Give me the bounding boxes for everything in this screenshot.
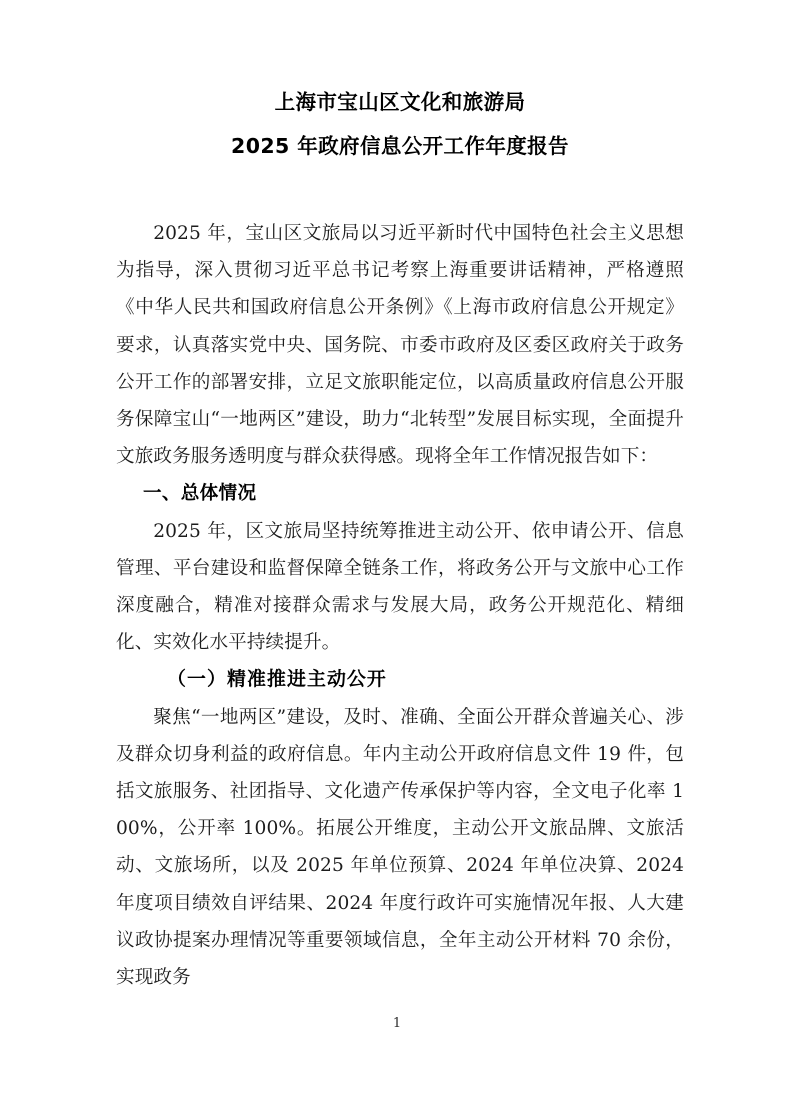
paragraph-proactive-disclosure: 聚焦“一地两区”建设，及时、准确、全面公开群众普遍关心、涉及群众切身利益的政府信息。年内主动公开政府信息文件 19 件，包括文旅服务、社团指导、文化遗产传承保护等内容，全文电子化率 100%，公开率 100%。拓展公开维度，主动公开文旅品牌、文旅活动、文旅场所，以及 2025 年单位预算、2024 年单位决算、2024 年度项目绩效自评结果、2024 年度行政许可实施情况年报、人大建议政协提案办理情况等重要领域信息，全年主动公开材料 70 余份，实现政务 xyxy=(116,706,684,989)
title-line-issuer: 上海市宝山区文化和旅游局 xyxy=(274,90,526,114)
paragraph-overall-situation: 2025 年，区文旅局坚持统筹推进主动公开、依申请公开、信息管理、平台建设和监督保障全链条工作，将政务公开与文旅中心工作深度融合，精准对接群众需求与发展大局，政务公开规范化、精细化、实效化水平持续提升。 xyxy=(116,520,684,654)
title-line-report: 2025 年政府信息公开工作年度报告 xyxy=(231,133,569,158)
heading-section-overall-situation: 一、总体情况 xyxy=(142,483,257,505)
document-content xyxy=(116,0,684,996)
page-number: 1 xyxy=(392,1016,402,1031)
paragraph-introduction: 2025 年，宝山区文旅局以习近平新时代中国特色社会主义思想为指导，深入贯彻习近平总书记考察上海重要讲话精神，严格遵照《中华人民共和国政府信息公开条例》《上海市政府信息公开规定》要求，认真落实党中央、国务院、市委市政府及区委区政府关于政务公开工作的部署安排，立足文旅职能定位，以高质量政府信息公开服务保障宝山“一地两区”建设，助力“北转型”发展目标实现，全面提升文旅政务服务透明度与群众获得感。现将全年工作情况报告如下： xyxy=(116,223,684,468)
document-title xyxy=(116,92,684,156)
heading-subsection-proactive-disclosure: （一）精准推进主动公开 xyxy=(167,668,387,691)
